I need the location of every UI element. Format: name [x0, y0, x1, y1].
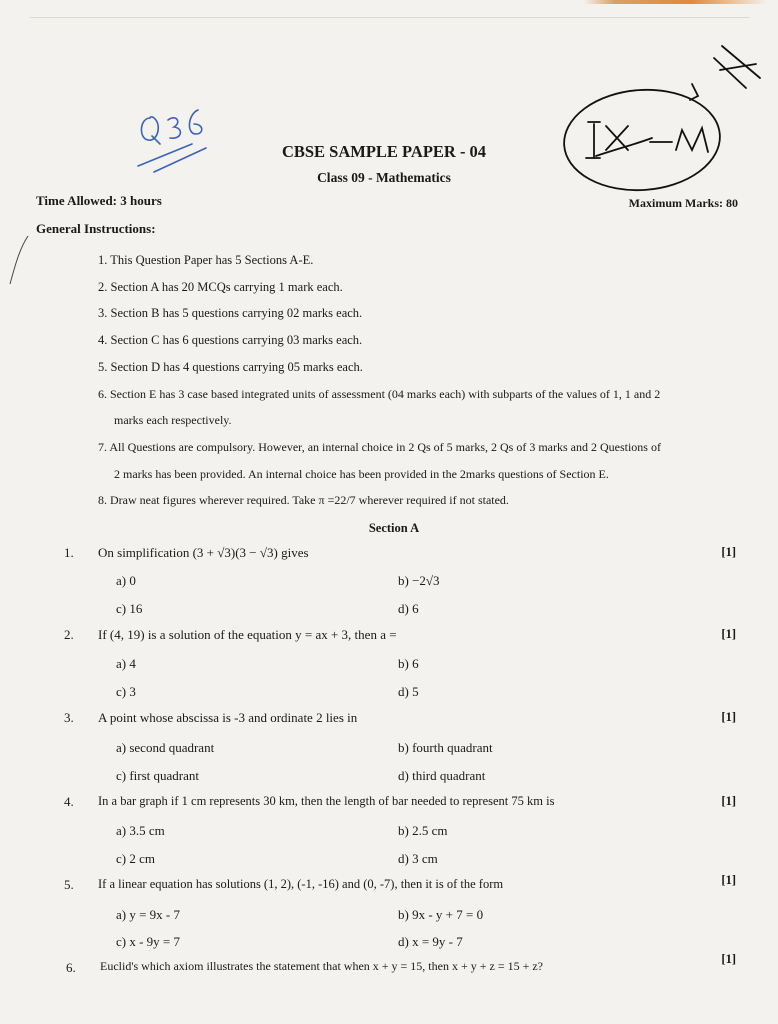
q1-option-b: b) −2√3 [398, 573, 440, 588]
instruction-8: 8. Draw neat figures wherever required. Take π =22/7 wherever required if not stated. [98, 493, 509, 507]
paper-title: CBSE SAMPLE PAPER - 04 [281, 142, 487, 161]
q4-number: 4. [64, 794, 74, 809]
q5-marks: [1] [721, 873, 736, 887]
q4-option-b: b) 2.5 cm [398, 823, 448, 838]
q1-number: 1. [64, 545, 74, 560]
q3-option-c: c) first quadrant [116, 768, 200, 783]
q1-option-d: d) 6 [398, 601, 419, 616]
handwritten-q36-text: Q36 [128, 96, 130, 97]
q1-option-c: c) 16 [116, 601, 143, 616]
q1-option-a: a) 0 [116, 573, 136, 588]
instruction-2: 2. Section A has 20 MCQs carrying 1 mark each. [98, 280, 343, 294]
q6-marks: [1] [721, 952, 736, 966]
q5-text: If a linear equation has solutions (1, 2), (-1, -16) and (0, -7), then it is of the form [98, 877, 504, 891]
q5-option-d: d) x = 9y - 7 [398, 934, 463, 949]
q4-option-d: d) 3 cm [398, 851, 438, 866]
q3-text: A point whose abscissa is -3 and ordinate 2 lies in [98, 710, 358, 725]
q3-number: 3. [64, 710, 74, 725]
instruction-5: 5. Section D has 4 questions carrying 05 marks each. [98, 360, 363, 374]
q2-option-c: c) 3 [116, 684, 136, 699]
q3-option-a: a) second quadrant [116, 740, 215, 755]
q2-option-d: d) 5 [398, 684, 419, 699]
q2-option-a: a) 4 [116, 656, 136, 671]
maximum-marks: Maximum Marks: 80 [628, 196, 738, 210]
instruction-6: 6. Section E has 3 case based integrated units of assessment (04 marks each) with subparts of the values of 1, 1 and 2 [98, 387, 661, 401]
q1-marks: [1] [721, 545, 736, 559]
instruction-1: 1. This Question Paper has 5 Sections A-E. [98, 253, 314, 267]
handwritten-q36-note [128, 96, 228, 180]
instruction-6-cont: marks each respectively. [114, 413, 232, 427]
q4-text: In a bar graph if 1 cm represents 30 km, then the length of bar needed to represent 75 km is [98, 794, 555, 808]
instruction-4: 4. Section C has 6 questions carrying 03 marks each. [98, 333, 363, 347]
q4-option-a: a) 3.5 cm [116, 823, 165, 838]
time-allowed: Time Allowed: 3 hours [36, 193, 162, 208]
q3-option-b: b) fourth quadrant [398, 740, 493, 755]
section-a-heading: Section A [368, 521, 420, 535]
q6-text: Euclid's which axiom illustrates the statement that when x + y = 15, then x + y + z = 15 + z? [100, 959, 544, 973]
instruction-3: 3. Section B has 5 questions carrying 02 marks each. [98, 306, 363, 320]
q3-marks: [1] [721, 710, 736, 724]
q4-marks: [1] [721, 794, 736, 808]
page-top-edge [0, 0, 768, 4]
q5-option-a: a) y = 9x - 7 [116, 907, 181, 922]
paper-subtitle: Class 09 - Mathematics [317, 170, 451, 185]
instruction-7-cont: 2 marks has been provided. An internal choice has been provided in the 2marks questions of Section E. [114, 467, 609, 481]
general-instructions-heading: General Instructions: [36, 221, 156, 236]
q2-marks: [1] [721, 627, 736, 641]
instruction-7: 7. All Questions are compulsory. However, an internal choice in 2 Qs of 5 marks, 2 Qs of 3 marks and 2 Questions of [98, 440, 661, 454]
q6-number: 6. [66, 960, 76, 975]
q5-option-c: c) x - 9y = 7 [116, 934, 181, 949]
q1-text: On simplification (3 + √3)(3 − √3) gives [98, 545, 309, 560]
q2-option-b: b) 6 [398, 656, 419, 671]
top-rule [30, 17, 750, 18]
q2-number: 2. [64, 627, 74, 642]
q5-option-b: b) 9x - y + 7 = 0 [398, 907, 484, 922]
q5-number: 5. [64, 877, 74, 892]
handwritten-circle-text: IX - M [560, 34, 563, 35]
q4-option-c: c) 2 cm [116, 851, 155, 866]
margin-pen-stroke [2, 232, 32, 292]
q2-text: If (4, 19) is a solution of the equation y = ax + 3, then a = [98, 627, 397, 642]
q3-option-d: d) third quadrant [398, 768, 486, 783]
